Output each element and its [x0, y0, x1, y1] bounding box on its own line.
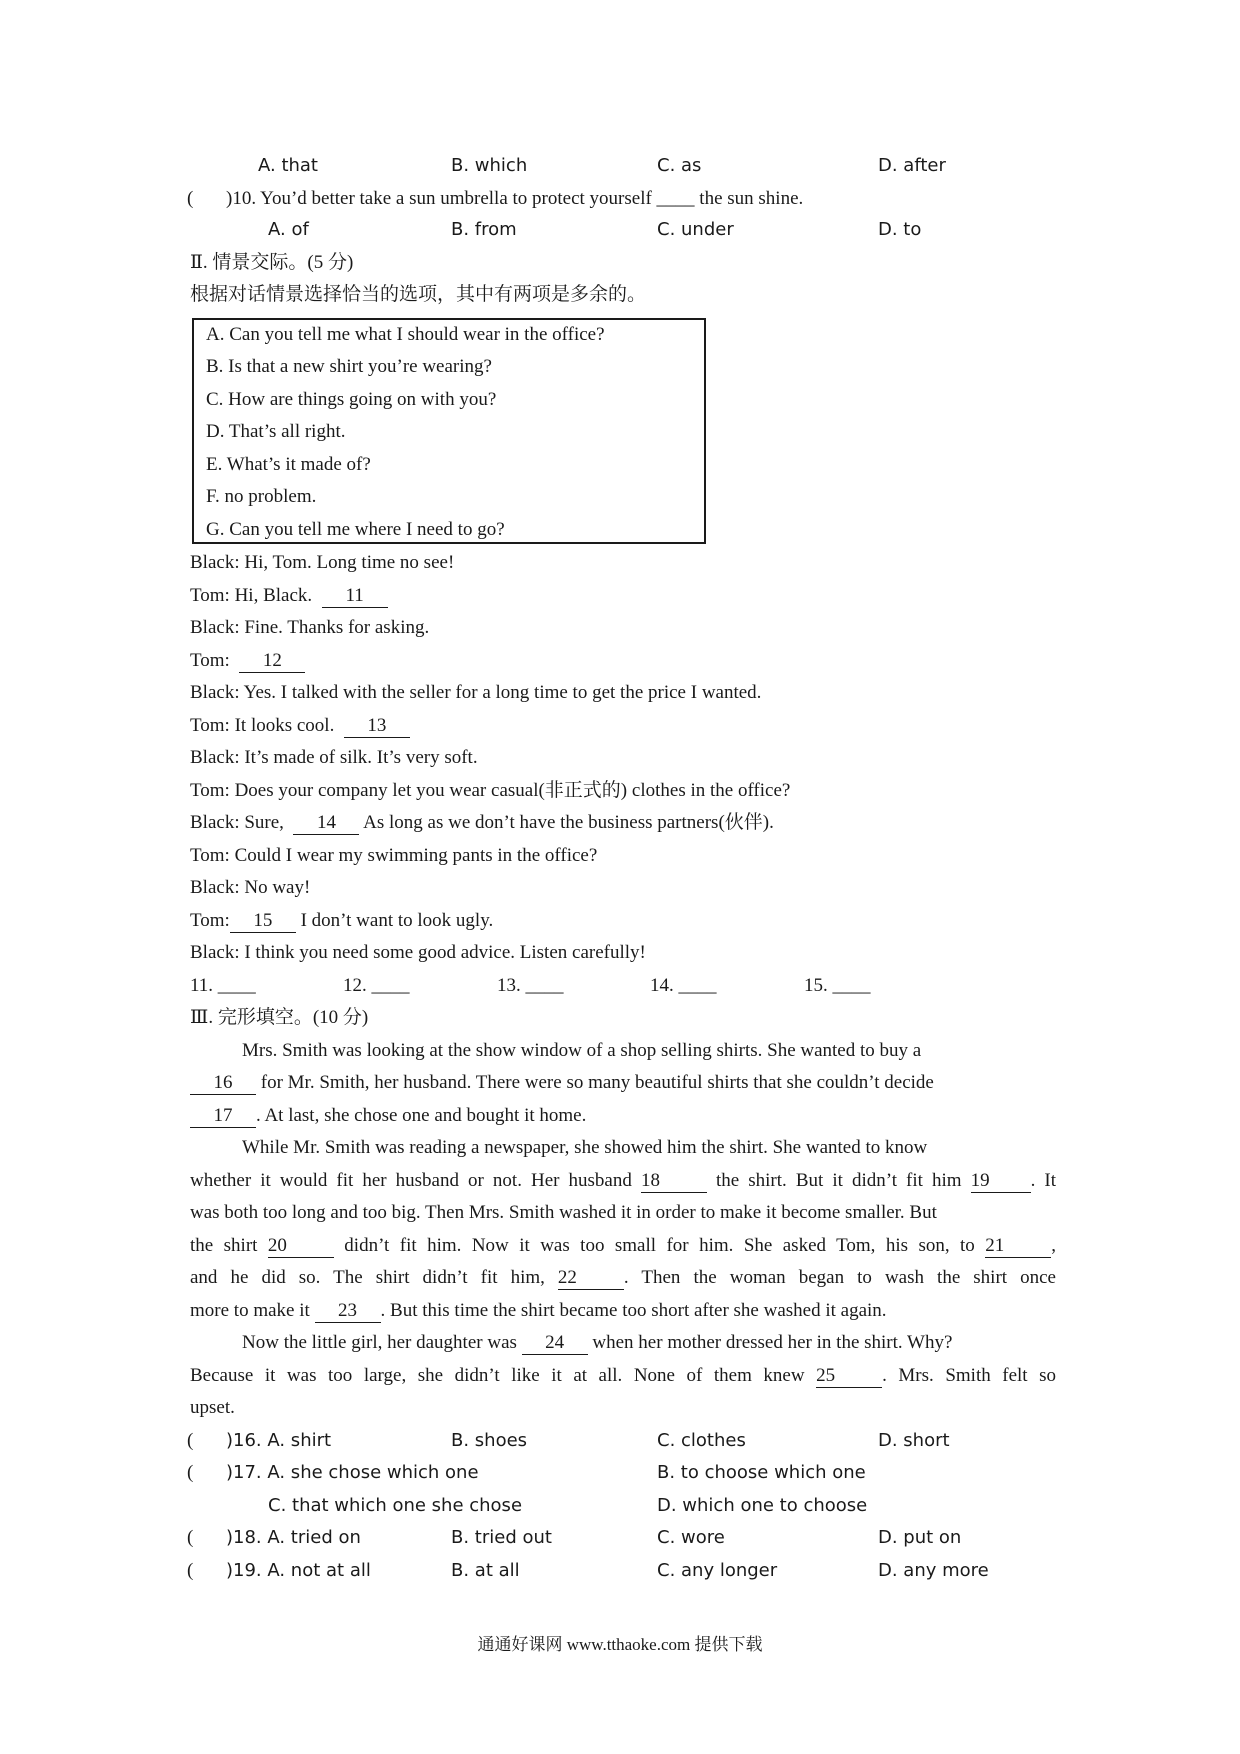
- passage-line: 16 for Mr. Smith, her husband. There were so many beautiful shirts that she couldn’t decide: [190, 1069, 934, 1097]
- passage-line: While Mr. Smith was reading a newspaper, she showed him the shirt. She wanted to know: [242, 1137, 928, 1158]
- answer-slot-14[interactable]: 14. ____: [650, 975, 717, 996]
- blank-19[interactable]: 19: [971, 1170, 1031, 1193]
- dialog-line: Tom: Does your company let you wear casual(非正式的) clothes in the office?: [190, 780, 791, 801]
- option-box: [192, 318, 706, 544]
- q17-option-c: C. that which one she chose: [268, 1495, 523, 1516]
- blank-13[interactable]: 13: [344, 715, 410, 738]
- section-2-heading: Ⅱ. 情景交际。(5 分): [190, 252, 354, 273]
- q18-paren[interactable]: (: [187, 1527, 194, 1548]
- blank-24[interactable]: 24: [522, 1332, 588, 1355]
- passage-line: Because it was too large, she didn’t like it at all. None of them knew 25 . Mrs. Smith felt so: [190, 1365, 1057, 1386]
- q18-option-a: )18. A. tried on: [226, 1527, 361, 1548]
- blank-16[interactable]: 16: [190, 1072, 256, 1095]
- passage-line: 17 . At last, she chose one and bought it home.: [190, 1102, 586, 1130]
- blank-18[interactable]: 18: [641, 1170, 707, 1193]
- answer-slot-11[interactable]: 11. ____: [190, 975, 256, 996]
- passage-line: the shirt 20 didn’t fit him. Now it was too small for him. She asked Tom, his son, to 21 ,: [190, 1235, 1056, 1256]
- blank-14[interactable]: 14: [293, 812, 359, 835]
- dialog-line: Black: I think you need some good advice. Listen carefully!: [190, 942, 646, 963]
- dialog-line: Tom: Hi, Black. 11: [190, 582, 388, 610]
- passage-line: Now the little girl, her daughter was 24 when her mother dressed her in the shirt. Why?: [242, 1332, 953, 1353]
- passage-line: more to make it 23 . But this time the shirt became too short after she washed it again.: [190, 1300, 887, 1321]
- answer-slot-12[interactable]: 12. ____: [343, 975, 410, 996]
- q18-option-b: B. tried out: [451, 1527, 552, 1548]
- box-option-d: D. That’s all right.: [206, 421, 346, 442]
- q19-paren[interactable]: (: [187, 1560, 194, 1581]
- q9-option-a: A. that: [258, 155, 318, 176]
- box-option-f: F. no problem.: [206, 486, 317, 507]
- box-option-b: B. Is that a new shirt you’re wearing?: [206, 356, 492, 377]
- blank-11[interactable]: 11: [322, 585, 388, 608]
- q18-option-d: D. put on: [878, 1527, 962, 1548]
- dialog-line: Tom: It looks cool. 13: [190, 712, 410, 740]
- dialog-line: Black: It’s made of silk. It’s very soft.: [190, 747, 478, 768]
- q19-option-b: B. at all: [451, 1560, 520, 1581]
- passage-line: was both too long and too big. Then Mrs. Smith washed it in order to make it become smaller. But: [190, 1202, 937, 1223]
- passage-line: whether it would fit her husband or not. Her husband 18 the shirt. But it didn’t fit him 19 . It: [190, 1170, 1057, 1191]
- dialog-line: Black: No way!: [190, 877, 311, 898]
- q17-option-b: B. to choose which one: [657, 1462, 866, 1483]
- q9-option-b: B. which: [451, 155, 528, 176]
- q10-option-d: D. to: [878, 219, 922, 240]
- q16-paren[interactable]: (: [187, 1430, 194, 1451]
- q10-stem: )10. You’d better take a sun umbrella to protect yourself ____ the sun shine.: [226, 188, 804, 209]
- dialog-line: Black: Sure, 14 As long as we don’t have the business partners(伙伴).: [190, 812, 774, 833]
- dialog-line: Tom: 15 I don’t want to look ugly.: [190, 910, 494, 931]
- section-3-heading: Ⅲ. 完形填空。(10 分): [190, 1007, 369, 1028]
- passage-line: and he did so. The shirt didn’t fit him, 22 . Then the woman began to wash the shirt once: [190, 1267, 1056, 1288]
- q17-paren[interactable]: (: [187, 1462, 194, 1483]
- q19-option-d: D. any more: [878, 1560, 989, 1581]
- q16-option-b: B. shoes: [451, 1430, 528, 1451]
- blank-15[interactable]: 15: [230, 910, 296, 933]
- page-footer: 通通好课网 www.tthaoke.com 提供下载: [477, 1635, 763, 1654]
- passage-line: Mrs. Smith was looking at the show window of a shop selling shirts. She wanted to buy a: [242, 1040, 922, 1061]
- box-option-c: C. How are things going on with you?: [206, 389, 497, 410]
- q10-option-a: A. of: [268, 219, 309, 240]
- dialog-line: Black: Yes. I talked with the seller for a long time to get the price I wanted.: [190, 682, 762, 703]
- q10-option-b: B. from: [451, 219, 517, 240]
- dialog-line: Black: Hi, Tom. Long time no see!: [190, 552, 455, 573]
- blank-12[interactable]: 12: [239, 650, 305, 673]
- q17-option-d: D. which one to choose: [657, 1495, 868, 1516]
- blank-20[interactable]: 20: [268, 1235, 334, 1258]
- q9-option-d: D. after: [878, 155, 946, 176]
- q16-option-a: )16. A. shirt: [226, 1430, 332, 1451]
- blank-17[interactable]: 17: [190, 1105, 256, 1128]
- answer-slot-13[interactable]: 13. ____: [497, 975, 564, 996]
- answer-slot-15[interactable]: 15. ____: [804, 975, 871, 996]
- dialog-line: Tom: 12: [190, 647, 305, 675]
- blank-22[interactable]: 22: [558, 1267, 624, 1290]
- passage-line: upset.: [190, 1397, 235, 1418]
- q18-option-c: C. wore: [657, 1527, 725, 1548]
- blank-21[interactable]: 21: [985, 1235, 1051, 1258]
- box-option-g: G. Can you tell me where I need to go?: [206, 519, 505, 540]
- section-2-instruction: 根据对话情景选择恰当的选项，其中有两项是多余的。: [190, 284, 647, 305]
- blank-25[interactable]: 25: [816, 1365, 882, 1388]
- dialog-line: Black: Fine. Thanks for asking.: [190, 617, 430, 638]
- box-option-a: A. Can you tell me what I should wear in the office?: [206, 324, 605, 345]
- q10-option-c: C. under: [657, 219, 734, 240]
- box-option-e: E. What’s it made of?: [206, 454, 371, 475]
- q16-option-c: C. clothes: [657, 1430, 746, 1451]
- dialog-line: Tom: Could I wear my swimming pants in the office?: [190, 845, 598, 866]
- q9-option-c: C. as: [657, 155, 702, 176]
- q10-paren: (: [187, 188, 194, 209]
- q16-option-d: D. short: [878, 1430, 950, 1451]
- q19-option-c: C. any longer: [657, 1560, 778, 1581]
- q17-option-a: )17. A. she chose which one: [226, 1462, 479, 1483]
- blank-23[interactable]: 23: [315, 1300, 381, 1323]
- q19-option-a: )19. A. not at all: [226, 1560, 371, 1581]
